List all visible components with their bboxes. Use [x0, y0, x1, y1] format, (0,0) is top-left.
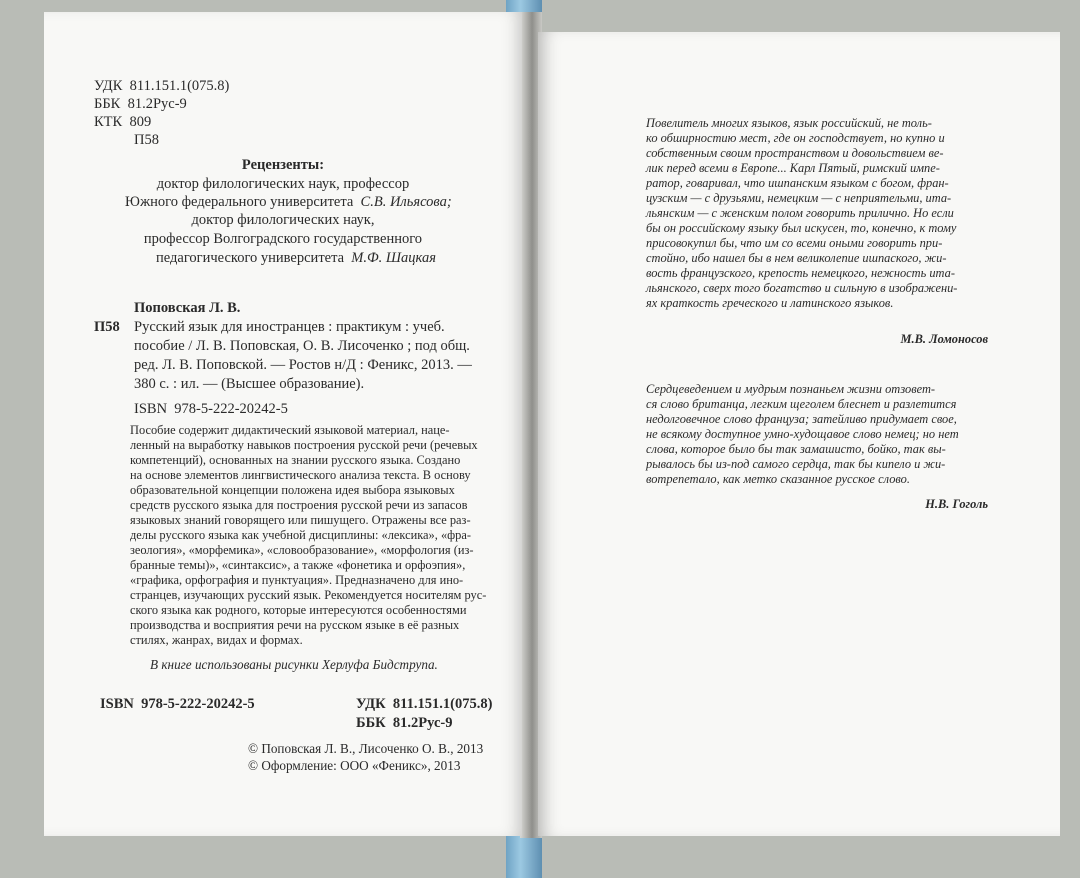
quote-line: лик перед всеми в Европе... Карл Пятый, римский импе-	[646, 161, 940, 175]
bbk-code: ББК 81.2Рус-9	[94, 96, 187, 112]
quote-line: вотрепетало, как метко сказанное русское слово.	[646, 472, 910, 486]
quote-line: бы он российскому языку был искусен, то, конечно, к тому	[646, 221, 957, 235]
ktk-code: КТК 809	[94, 114, 152, 130]
udk-code: УДК 811.151.1(075.8)	[94, 78, 230, 94]
isbn-bottom: ISBN 978-5-222-20242-5	[100, 696, 255, 712]
annotation-line: делы русского языка как учебной дисциплины: «лексика», «фра-	[130, 528, 471, 542]
annotation-line: странцев, изучающих русский язык. Рекомендуется носителям рус-	[130, 588, 487, 602]
quote-line: льянским — с женским полом говорить прилично. Но если	[646, 206, 954, 220]
reviewer-name-1: С.В. Ильясова;	[360, 194, 452, 210]
reviewer-line-3: доктор филологических наук,	[191, 212, 375, 228]
annotation-line: компетенций), основанных на знании русского языка. Создано	[130, 453, 461, 467]
quote-line: не всякому доступное умно-худощавое слово немец; но нет	[646, 427, 959, 441]
quote-line: ратор, говаривал, что ишпанским языком с богом, фран-	[646, 176, 949, 190]
author-mark: П58	[134, 132, 159, 148]
quote-line: Сердцеведением и мудрым познаньем жизни отзовет-	[646, 382, 936, 396]
reviewer-line-5: педагогического университета М.Ф. Шацкая	[156, 250, 436, 266]
annotation-line: образовательной концепции положена идея выбора языковых	[130, 483, 455, 497]
quote-line: ся слово британца, легким щеголем блеснет и разлетится	[646, 397, 957, 411]
biblio-line-3: ред. Л. В. Поповской. — Ростов н/Д : Феникс, 2013. —	[134, 357, 472, 373]
quote-line: рывалось бы из-под самого сердца, так бы кипело и жи-	[646, 457, 946, 471]
reviewers-heading: Рецензенты:	[241, 157, 325, 173]
isbn-main: ISBN 978-5-222-20242-5	[134, 401, 288, 417]
quote-line: вость французского, крепость немецкого, нежность ита-	[646, 266, 955, 280]
biblio-line-2: пособие / Л. В. Поповская, О. В. Лисоченко ; под общ.	[134, 338, 470, 354]
quote-line: собственным своим пространством и довольствием ве-	[646, 146, 944, 160]
udk-bottom: УДК 811.151.1(075.8)	[356, 696, 493, 712]
quote-line: ях краткость греческого и латинского языков.	[646, 296, 894, 310]
quote-line: слова, которое было бы так замашисто, бойко, так вы-	[646, 442, 946, 456]
quote-author-gogol: Н.В. Гоголь	[925, 497, 988, 511]
annotation-line: производства и восприятия речи на русском языке в её разных	[130, 618, 460, 632]
reviewer-name-2: М.Ф. Шацкая	[351, 250, 436, 266]
quote-lomonosov	[646, 116, 1006, 311]
annotation-line: «графика, орфография и пунктуация». Предназначено для ино-	[130, 573, 464, 587]
left-page	[44, 12, 522, 836]
annotation-line: зеология», «морфемика», «словообразование», «морфология (из-	[130, 543, 474, 557]
annotation-line: Пособие содержит дидактический языковой материал, наце-	[130, 423, 450, 437]
biblio-mark: П58	[94, 319, 120, 335]
quote-line: ко обширностию мест, где он господствует, но купно и	[646, 131, 945, 145]
quote-author-lomonosov: М.В. Ломоносов	[900, 332, 988, 346]
annotation-line: ского языка как родного, которые интересуются особенностями	[130, 603, 467, 617]
copyright-1: © Поповская Л. В., Лисоченко О. В., 2013	[248, 741, 484, 756]
quote-line: льянского, сверх того богатство и сильную в изображени-	[646, 281, 958, 295]
quote-gogol	[646, 382, 1006, 487]
book-author: Поповская Л. В.	[134, 300, 241, 316]
annotation-line: ленный на выработку навыков построения русской речи (речевых	[130, 438, 478, 452]
annotation-line: средств русского языка для построения русской речи из запасов	[130, 498, 468, 512]
reviewer-line-2: Южного федерального университета С.В. Ильясова;	[125, 194, 452, 210]
copyright-2: © Оформление: ООО «Феникс», 2013	[248, 758, 461, 773]
reviewer-line-1: доктор филологических наук, профессор	[156, 176, 410, 192]
quote-line: стойно, ибо нашел бы в нем великолепие ишпаского, жи-	[646, 251, 947, 265]
illustrations-note: В книге использованы рисунки Херлуфа Бидструпа.	[150, 657, 438, 672]
biblio-line-1: Русский язык для иностранцев : практикум : учеб.	[134, 319, 445, 335]
annotation-line: стилях, жанрах, видах и формах.	[130, 633, 303, 647]
annotation-line: бранные темы)», «синтаксис», а также «фонетика и орфоэпия»,	[130, 558, 466, 572]
quote-line: присовокупил бы, что им со всеми оными говорить при-	[646, 236, 943, 250]
quote-line: цузским — с друзьями, немецким — с неприятельми, ита-	[646, 191, 952, 205]
right-page	[538, 32, 1060, 836]
bbk-bottom: ББК 81.2Рус-9	[356, 715, 453, 731]
annotation-line: языковых знаний говорящего или пишущего. Отражены все раз-	[130, 513, 471, 527]
quote-line: Повелитель многих языков, язык российский, не толь-	[646, 116, 932, 130]
annotation-line: на основе элементов лингвистического анализа текста. В основу	[130, 468, 471, 482]
quote-line: недолговечное слово француза; затейливо придумает свое,	[646, 412, 957, 426]
biblio-line-4: 380 с. : ил. — (Высшее образование).	[134, 376, 365, 392]
annotation	[130, 423, 502, 648]
reviewer-line-4: профессор Волгоградского государственного	[143, 231, 423, 247]
